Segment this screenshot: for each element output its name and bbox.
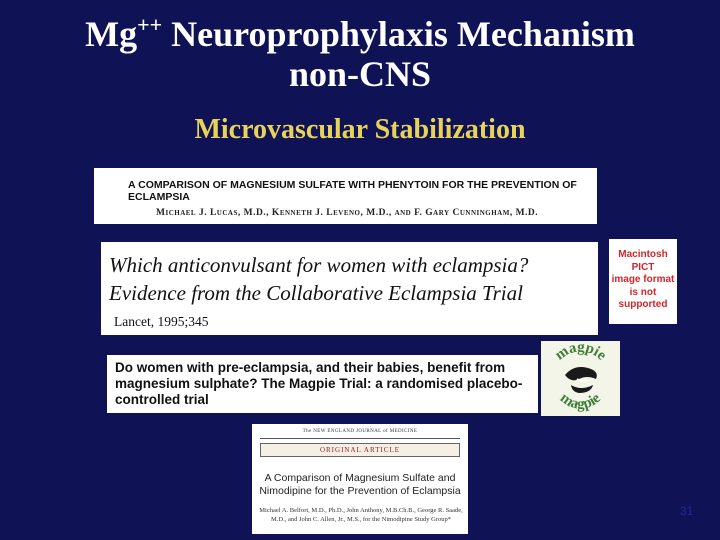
pict-line-2: image format bbox=[611, 274, 675, 285]
pict-line-1: Macintosh PICT bbox=[618, 249, 668, 273]
collaborative-trial-line-2: Evidence from the Collaborative Eclampsia Trial bbox=[109, 281, 523, 305]
pict-line-3: is not supported bbox=[618, 286, 668, 310]
nejm-article-authors: Michael A. Belfort, M.D., Ph.D., John Anthony, M.B.Ch.B., George R. Saade, M.D., and John C. Allen, Jr., M.S., for the Nimodipine Study Group* bbox=[259, 507, 463, 523]
nejm-article-clipping bbox=[252, 424, 468, 534]
slide-title bbox=[0, 14, 720, 94]
slide-subtitle: Microvascular Stabilization bbox=[194, 114, 526, 145]
magpie-article-title: Do women with pre-eclampsia, and their babies, benefit from magnesium sulphate? The Magpie Trial: a randomised placebo-controlled trial bbox=[115, 360, 523, 407]
title-line-2: non-CNS bbox=[288, 54, 432, 94]
nejm-article-title: A Comparison of Magnesium Sulfate and Nimodipine for the Prevention of Eclampsia bbox=[259, 472, 461, 497]
nejm-header-rule bbox=[260, 438, 460, 439]
magpie-bird-icon bbox=[565, 367, 597, 393]
collaborative-trial-line-1: Which anticonvulsant for women with eclampsia? bbox=[109, 253, 529, 277]
magpie-logo-text-top: magpie bbox=[552, 341, 610, 364]
magpie-logo-graphic bbox=[541, 341, 620, 416]
title-prefix: Mg bbox=[85, 14, 138, 54]
lucas-article-heading: A COMPARISON OF MAGNESIUM SULFATE WITH PHENYTOIN FOR THE PREVENTION OF ECLAMPSIA bbox=[128, 179, 577, 203]
title-superscript: ++ bbox=[137, 12, 163, 37]
title-line-1 bbox=[0, 14, 720, 54]
nejm-journal-name: The NEW ENGLAND JOURNAL of MEDICINE bbox=[302, 429, 418, 434]
collaborative-trial-citation: Lancet, 1995;345 bbox=[114, 314, 209, 329]
collaborative-trial-box bbox=[101, 242, 598, 335]
magpie-logo bbox=[541, 341, 620, 416]
magpie-article-clipping bbox=[107, 355, 538, 413]
lucas-article-clipping bbox=[94, 168, 597, 224]
magpie-logo-text-bottom: magpie bbox=[557, 389, 604, 413]
pict-unsupported-placeholder bbox=[609, 239, 677, 324]
title-rest: Neuroprophylaxis Mechanism bbox=[162, 14, 635, 54]
slide-number: 31 bbox=[680, 504, 694, 518]
lucas-article-authors: Michael J. Lucas, M.D., Kenneth J. Leveno, M.D., and F. Gary Cunningham, M.D. bbox=[156, 208, 539, 218]
nejm-section-label: ORIGINAL ARTICLE bbox=[260, 443, 460, 457]
